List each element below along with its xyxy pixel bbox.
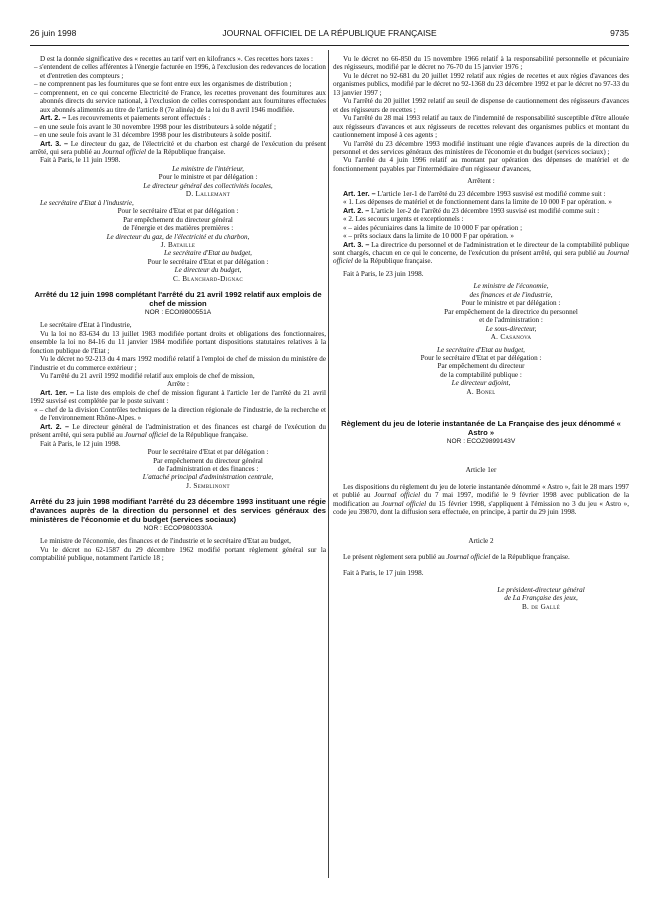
article-paragraph <box>333 207 629 215</box>
article-text: Le directeur général de l'administration et des finances est chargé de l'exécution du présent arrêté, qui sera publié au <box>30 422 326 440</box>
signatory-name: A. Casanova <box>490 333 532 342</box>
article-label: Art. 3. – <box>40 139 69 148</box>
signature-line: Pour le secrétaire d'Etat et par délégation : <box>420 353 542 362</box>
signature-title: Le président-directeur général <box>497 585 585 594</box>
article-paragraph <box>30 423 326 440</box>
signature-line: des finances et de l'industrie, <box>469 290 553 299</box>
signature-line: Le sous-directeur, <box>485 324 537 333</box>
signature-line: Pour le secrétaire d'Etat et par délégation : <box>117 207 239 216</box>
list-item: – ne comprennent pas les fournitures que se font entre eux les organismes de distribution ; <box>34 80 292 89</box>
date-line: Fait à Paris, le 23 juin 1998. <box>343 269 424 278</box>
signature-line: L'attaché principal d'administration centrale, <box>142 473 274 482</box>
signature-block <box>333 586 629 611</box>
article-text: de la République française. <box>168 431 248 440</box>
paragraph: Le ministre de l'économie, des finances et de l'industrie et le secrétaire d'Etat au budget, <box>40 537 291 546</box>
article-text: Le présent règlement sera publié au <box>343 552 447 561</box>
nor-reference: NOR : ECOZ9899143V <box>446 437 516 445</box>
article-paragraph <box>30 114 326 122</box>
article-paragraph <box>30 140 326 157</box>
article-paragraph <box>333 190 629 198</box>
article-text: de la République française. <box>146 147 226 156</box>
article-text: du 15 février 1998, s'appliquent à l'émission no 3 du jeu « Astro », code jeu 39870, dont la diffusion sera effectuée, en principe, à partir du 29 juin 1998. <box>333 499 629 517</box>
article-heading: Article 2 <box>468 536 494 545</box>
column-divider <box>328 50 329 878</box>
header-date: 26 juin 1998 <box>30 28 77 38</box>
article-text: de la République française. <box>352 257 433 266</box>
decree-title: Arrêté du 12 juin 1998 complétant l'arrêté du 21 avril 1992 relatif aux emplois de chef de mission <box>34 290 322 309</box>
signature-line: de l'énergie et des matières premières : <box>122 224 234 233</box>
article-text: Les recouvrements et paiements seront effectués : <box>66 114 211 123</box>
article-text: La liste des emplois de chef de mission figurant à l'article 1er de l'arrêté du 21 avril 1992 susvisé est complétée par le poste suivant : <box>30 388 326 406</box>
article-text: La directrice du personnel et de l'administration et le directeur de la comptabilité publique sont chargés, chacun en ce qui le concerne, de l'exécution du présent arrêté, qui sera publié au <box>333 240 629 257</box>
signature-line: Par empêchement du directeur général <box>123 215 233 224</box>
signature-title: Le secrétaire d'Etat au budget, <box>437 345 525 354</box>
signature-block <box>30 199 326 250</box>
journal-reference: Journal officiel <box>374 491 421 500</box>
regulation-title: Règlement du jeu de loterie instantanée de La Française des jeux dénommé « Astro » <box>341 419 621 438</box>
journal-reference: Journal officiel <box>102 147 146 156</box>
paragraph <box>333 483 629 517</box>
article-text: L'article 1er-1 de l'arrêté du 23 décembre 1993 susvisé est modifié comme suit : <box>375 189 606 198</box>
list-item: « – chef de la division Contrôles techniques de la direction régionale de l'industrie, de la recherche et de l'environnement Rhône-Alpes. » <box>34 405 326 423</box>
signature-line: Par empêchement du directeur général <box>153 456 263 465</box>
signature-title: Le secrétaire d'Etat au budget, <box>164 249 252 258</box>
date-line: Fait à Paris, le 12 juin 1998. <box>40 439 121 448</box>
signature-line: Le directeur du budget, <box>174 266 242 275</box>
signature-line: Le directeur du gaz, de l'électricité et du charbon, <box>106 232 250 241</box>
article-heading: Article 1er <box>465 466 497 475</box>
article-label: Art. 2. – <box>343 206 370 215</box>
article-text: de la République française. <box>490 552 570 561</box>
paragraph: Vu l'arrêté du 23 décembre 1993 modifié instituant une régie d'avances auprès de la direction du personnel et des services généraux des ministères de l'économie et du budget (services sociaux) ; <box>333 139 629 156</box>
nor-reference: NOR : ECOP9800330A <box>143 524 213 532</box>
decree-title: Arrêté du 23 juin 1998 modifiant l'arrêté du 23 décembre 1993 instituant une régie d'avances auprès de la direction du personnel et des services généraux des ministères de l'économie et du budget (services sociaux) <box>30 497 326 524</box>
journal-reference: Journal officiel <box>446 552 491 561</box>
date-line: Fait à Paris, le 17 juin 1998. <box>343 569 424 578</box>
paragraph: Le secrétaire d'Etat à l'industrie, <box>40 321 132 330</box>
arrete-heading: Arrête : <box>166 380 189 389</box>
signature-line: et de l'administration : <box>479 316 543 325</box>
header-page-number: 9735 <box>610 28 629 38</box>
article-label: Art. 2. – <box>40 114 67 123</box>
list-item: – en une seule fois avant le 30 novembre 1998 pour les distributeurs à solde négatif ; <box>34 122 276 131</box>
signature-line: de la comptabilité publique : <box>440 370 522 379</box>
signatory-name: C. Blanchard-Dignac <box>173 274 243 283</box>
paragraph: Vu l'arrêté du 21 avril 1992 modifié relatif aux emplois de chef de mission, <box>40 372 255 380</box>
signatory-name: J. Semblinont <box>186 481 230 490</box>
signature-line: Le directeur général des collectivités locales, <box>143 181 273 190</box>
quoted-text: « – prêts sociaux dans la limite de 10 000 F par opération. » <box>343 232 514 241</box>
paragraph: Vu le décret no 66-850 du 15 novembre 1966 relatif à la responsabilité personnelle et pécuniaire des régisseurs, modifié par le décret no 76-70 du 15 janvier 1976 ; <box>333 55 629 72</box>
article-text: du 7 mai 1997, modifié le 9 février 1998 avec publication de la modification au <box>333 491 629 508</box>
list-item: – s'entendent de celles afférentes à l'énergie facturée en 1996, à l'exclusion des redevances de location et d'entretien des compteurs ; <box>34 63 326 80</box>
signature-title: Le ministre de l'intérieur, <box>172 164 244 173</box>
signatory-name: B. de Gallé <box>521 602 560 611</box>
article-label: Art. 2. – <box>40 422 70 431</box>
paragraph: Vu le décret no 62-1587 du 29 décembre 1962 modifié portant règlement général sur la comptabilité publique, notamment l'article 18 ; <box>30 545 326 563</box>
signature-block <box>30 249 326 283</box>
signature-block <box>30 165 326 199</box>
paragraph: Vu l'arrêté du 4 juin 1996 relatif au montant par opération des dépenses de matériel et de fonctionnement payables par l'intermédiaire d'un régisseur d'avances, <box>333 156 629 173</box>
signatory-name: D. Lallemant <box>185 190 231 199</box>
signature-line: Pour le ministre et par délégation : <box>158 173 258 182</box>
signatory-name: J. Bataille <box>160 240 196 249</box>
signature-line: de l'administration et des finances : <box>157 464 259 473</box>
article-label: Art. 3. – <box>343 240 370 249</box>
header-rule <box>30 45 629 46</box>
quoted-text: « 1. Les dépenses de matériel et de fonctionnement dans la limite de 10 000 F par opération. » <box>343 198 612 207</box>
article-text: Le directeur du gaz, de l'électricité et du charbon est chargé de l'exécution du présent arrêté, qui sera publié au <box>30 139 326 156</box>
article-label: Art. 1er. – <box>40 388 75 397</box>
journal-reference: Journal officiel <box>333 248 629 266</box>
signature-line: de La Française des jeux, <box>504 594 578 603</box>
signature-line: Par empêchement de la directrice du personnel <box>444 307 578 316</box>
page-header <box>30 28 629 42</box>
article-paragraph <box>30 389 326 406</box>
signature-line: Pour le ministre et par délégation : <box>461 299 561 308</box>
signatory-name: A. Bonel <box>466 387 496 396</box>
paragraph: Vu le décret no 92-213 du 4 mars 1992 modifié relatif à l'emploi de chef de mission du ministère de l'industrie et du commerce extérieur ; <box>30 355 326 372</box>
article-text: L'article 1er-2 de l'arrêté du 23 décembre 1993 susvisé est modifié comme suit : <box>369 206 600 215</box>
header-journal-title: JOURNAL OFFICIEL DE LA RÉPUBLIQUE FRANÇAISE <box>222 28 437 38</box>
article-paragraph <box>333 241 629 266</box>
signature-line: Par empêchement du directeur <box>437 362 525 371</box>
date-line: Fait à Paris, le 11 juin 1998. <box>40 156 121 165</box>
signature-title: Le secrétaire d'Etat à l'industrie, <box>40 198 134 207</box>
right-column <box>333 55 629 611</box>
list-item: – en une seule fois avant le 31 décembre 1998 pour les distributeurs à solde positif. <box>34 131 272 140</box>
paragraph: D est la donnée significative des « recettes au tarif vert en kilofrancs ». Ces recettes hors taxes : <box>40 55 314 63</box>
list-item: – comprennent, en ce qui concerne Electricité de France, les recettes provenant des fournitures aux abonnés directs du service national, à l'exclusion de celles correspondant aux fournitures effectuées aux abonnés alimentés au titre de l'article 8 (7e alinéa) de la loi du 8 avril 1946 modifiée. <box>34 88 326 114</box>
signature-line: Pour le secrétaire d'Etat et par délégation : <box>147 257 269 266</box>
signature-block <box>30 448 326 490</box>
article-label: Art. 1er. – <box>343 189 376 198</box>
paragraph: Vu l'arrêté du 28 mai 1993 relatif au taux de l'indemnité de responsabilité susceptible d'être allouée aux régisseurs d'avances et aux régisseurs de recettes relevant des organismes publics et montant du cautionnement imposé à ces agents ; <box>333 114 629 140</box>
quoted-text: « – aides pécuniaires dans la limite de 10 000 F par opération ; <box>343 223 523 232</box>
left-column <box>30 55 326 563</box>
article-text: Les dispositions du règlement du jeu de loterie instantanée dénommé « Astro », fait le 28 mars 1997 et publié au <box>333 482 629 500</box>
paragraph <box>333 553 629 561</box>
paragraph: Vu la loi no 83-634 du 13 juillet 1983 modifiée portant droits et obligations des fonctionnaires, ensemble la loi no 84-16 du 11 janvier 1984 modifiée portant dispositions statutaires relatives à la fonction publique de l'Etat ; <box>30 329 326 355</box>
arretent-heading: Arrêtent : <box>467 177 495 186</box>
signature-block <box>333 346 629 397</box>
quoted-text: « 2. Les secours urgents et exceptionnels : <box>343 215 464 224</box>
signature-line: Pour le secrétaire d'Etat et par délégation : <box>147 448 269 457</box>
paragraph: Vu le décret no 92-681 du 20 juillet 1992 relatif aux régies de recettes et aux régies d'avances des organismes publics, modifié par le décret no 92-1368 du 23 décembre 1992 et par le décret no 97-33 du 13 janvier 1997 ; <box>333 71 629 97</box>
nor-reference: NOR : ECOI9800551A <box>144 308 212 316</box>
paragraph: Vu l'arrêté du 20 juillet 1992 relatif au seuil de dispense de cautionnement des régisseurs d'avances et des régisseurs de recettes ; <box>333 97 629 114</box>
signature-title: Le ministre de l'économie, <box>473 282 549 291</box>
journal-reference: Journal officiel <box>124 431 169 440</box>
journal-reference: Journal officiel <box>381 499 427 508</box>
signature-block <box>333 282 629 341</box>
signature-line: Le directeur adjoint, <box>451 379 511 388</box>
